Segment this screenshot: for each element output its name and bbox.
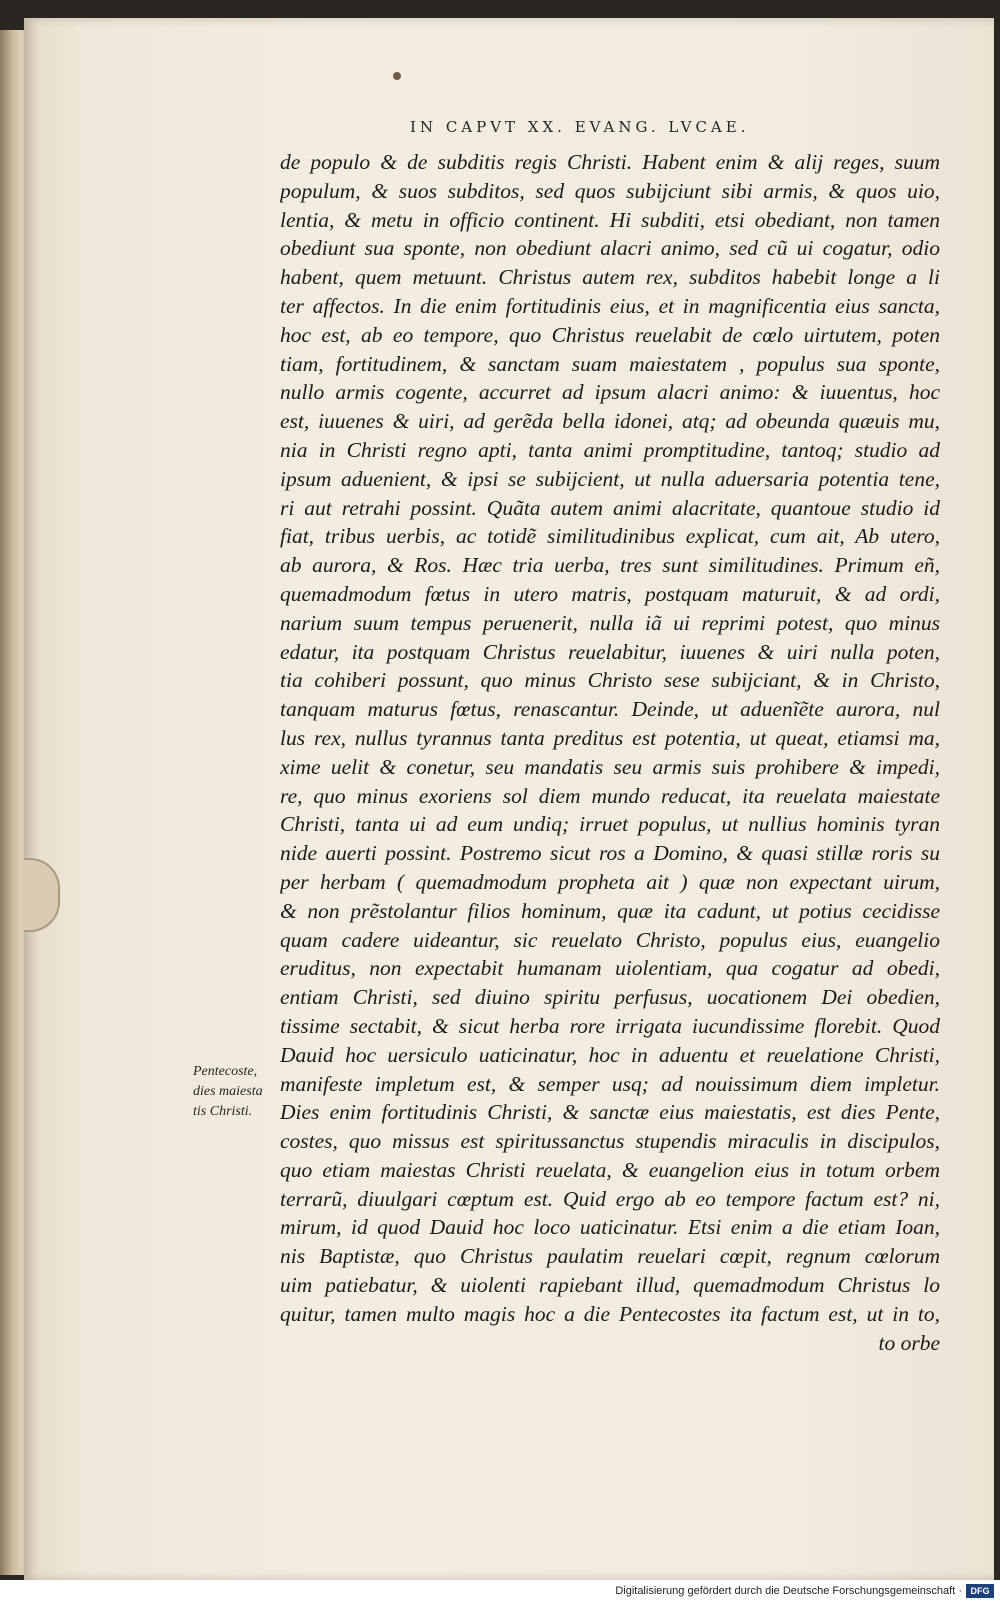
text-line: tissime sectabit, & sicut herba rore irrigata iucundissime florebit. Quod xyxy=(280,1013,940,1038)
text-line: & non prẽstolantur filios hominum, quæ ita cadunt, ut potius cecidisse xyxy=(280,898,940,923)
marginal-note xyxy=(193,1062,273,1122)
text-line: manifeste impletum est, & semper usq; ad nouissimum diem impletur. xyxy=(280,1071,940,1096)
text-line: ipsum aduenient, & ipsi se subijcient, ut nulla aduersaria potentia tene, xyxy=(280,466,940,491)
main-text-block xyxy=(280,148,940,1357)
text-line: hoc est, ab eo tempore, quo Christus reuelabit de cœlo uirtutem, poten xyxy=(280,322,940,347)
text-line: quemadmodum fœtus in utero matris, postquam maturuit, & ad ordi, xyxy=(280,581,940,606)
catchword: to orbe xyxy=(878,1330,940,1355)
text-line: Dauid hoc uersiculo uaticinatur, hoc in aduentu et reuelatione Christi, xyxy=(280,1042,940,1067)
footer-credit: Digitalisierung gefördert durch die Deutsche Forschungsgemeinschaft · xyxy=(615,1585,962,1597)
text-line: edatur, ita postquam Christus reuelabitur, iuuenes & uiri nulla poten, xyxy=(280,639,940,664)
text-line: quitur, tamen multo magis hoc a die Pentecostes ita factum est, ut in to, xyxy=(280,1301,940,1326)
text-line: nide auerti possint. Postremo sicut ros a Domino, & quasi stillæ roris su xyxy=(280,841,940,866)
text-line: eruditus, non expectabit humanam uiolentiam, qua cogatur ad obedi, xyxy=(280,956,940,981)
text-line: ter affectos. In die enim fortitudinis eius, et in magnificentia eius sancta, xyxy=(280,293,940,318)
text-line: re, quo minus exoriens sol diem mundo reducat, ita reuelata maiestate xyxy=(280,783,940,808)
text-line: habent, quem metuunt. Christus autem rex, subditos habebit longe a li xyxy=(280,265,940,290)
text-line: narium suum tempus peruenerit, nulla iã ui reprimi potest, quo minus xyxy=(280,610,940,635)
text-line: entiam Christi, sed diuino spiritu perfusus, uocationem Dei obedien, xyxy=(280,985,940,1010)
text-line: terrarũ, diuulgari cœptum est. Quid ergo ab eo tempore factum est? ni, xyxy=(280,1186,940,1211)
text-line: uim patiebatur, & uiolenti rapiebant illud, quemadmodum Christus lo xyxy=(280,1273,940,1298)
dfg-logo: DFG xyxy=(966,1584,994,1598)
text-line: tanquam maturus fœtus, renascantur. Deinde, ut aduenĩẽte aurora, nul xyxy=(280,697,940,722)
ink-spot xyxy=(393,72,401,80)
text-line: obediunt sua sponte, non obediunt alacri animo, sed cũ ui cogatur, odio xyxy=(280,236,940,261)
text-line: Christi, tanta ui ad eum undiq; irruet populus, ut nullius hominis tyran xyxy=(280,812,940,837)
marginal-note-line: Pentecoste, xyxy=(193,1064,258,1079)
text-line: quo etiam maiestas Christi reuelata, & euangelion eius in totum orbem xyxy=(280,1157,940,1182)
text-line: costes, quo missus est spiritussanctus stupendis miraculis in discipulos, xyxy=(280,1129,940,1154)
text-line: ri aut retrahi possint. Quãta autem animi alacritate, quantoue studio id xyxy=(280,495,940,520)
text-line: tia cohiberi possunt, quo minus Christo sese subijciant, & in Christo, xyxy=(280,668,940,693)
text-line: fiat, tribus uerbis, ac totidẽ similitudinibus explicat, cum ait, Ab utero, xyxy=(280,524,940,549)
text-line: de populo & de subditis regis Christi. Habent enim & alij reges, suum xyxy=(280,150,940,174)
running-title: IN CAPVT XX. EVANG. LVCAE. xyxy=(410,118,750,136)
footer-bar xyxy=(0,1580,1000,1604)
text-line: nullo armis cogente, accurret ad ipsum alacri animo: & iuuentus, hoc xyxy=(280,380,940,405)
text-line: nis Baptistæ, quo Christus paulatim reuelari cœpit, regnum cœlorum xyxy=(280,1244,940,1269)
text-line: est, iuuenes & uiri, ad gerẽda bella idonei, atq; ad obeunda quæuis mu, xyxy=(280,409,940,434)
text-line: mirum, id quod Dauid hoc loco uaticinatur. Etsi enim a die etiam Ioan, xyxy=(280,1215,940,1240)
page-tab-marker xyxy=(24,858,60,932)
text-line: quam cadere uideantur, sic reuelato Christo, populus eius, euangelio xyxy=(280,927,940,952)
text-line: tiam, fortitudinem, & sanctam suam maiestatem , populus sua sponte, xyxy=(280,351,940,376)
text-line: xime uelit & conetur, seu mandatis seu armis suis prohibere & impedi, xyxy=(280,754,940,779)
text-line: per herbam ( quemadmodum propheta ait ) quæ non expectant uirum, xyxy=(280,869,940,894)
marginal-note-line: dies maiesta xyxy=(193,1084,263,1099)
text-line: Dies enim fortitudinis Christi, & sanctæ eius maiestatis, est dies Pente, xyxy=(280,1100,940,1125)
text-line: lus rex, nullus tyrannus tanta preditus est potentia, ut queat, etiamsi ma, xyxy=(280,725,940,750)
text-line: lentia, & metu in officio continent. Hi subditi, etsi obediant, non tamen xyxy=(280,207,940,232)
text-line: populum, & suos subditos, sed quos subijciunt sibi armis, & quos uio, xyxy=(280,178,940,203)
marginal-note-line: tis Christi. xyxy=(193,1104,253,1119)
text-line: ab aurora, & Ros. Hæc tria uerba, tres sunt similitudines. Primum eñ, xyxy=(280,553,940,578)
text-line: nia in Christi regno apti, tanta animi promptitudine, tantoq; studio ad xyxy=(280,437,940,462)
